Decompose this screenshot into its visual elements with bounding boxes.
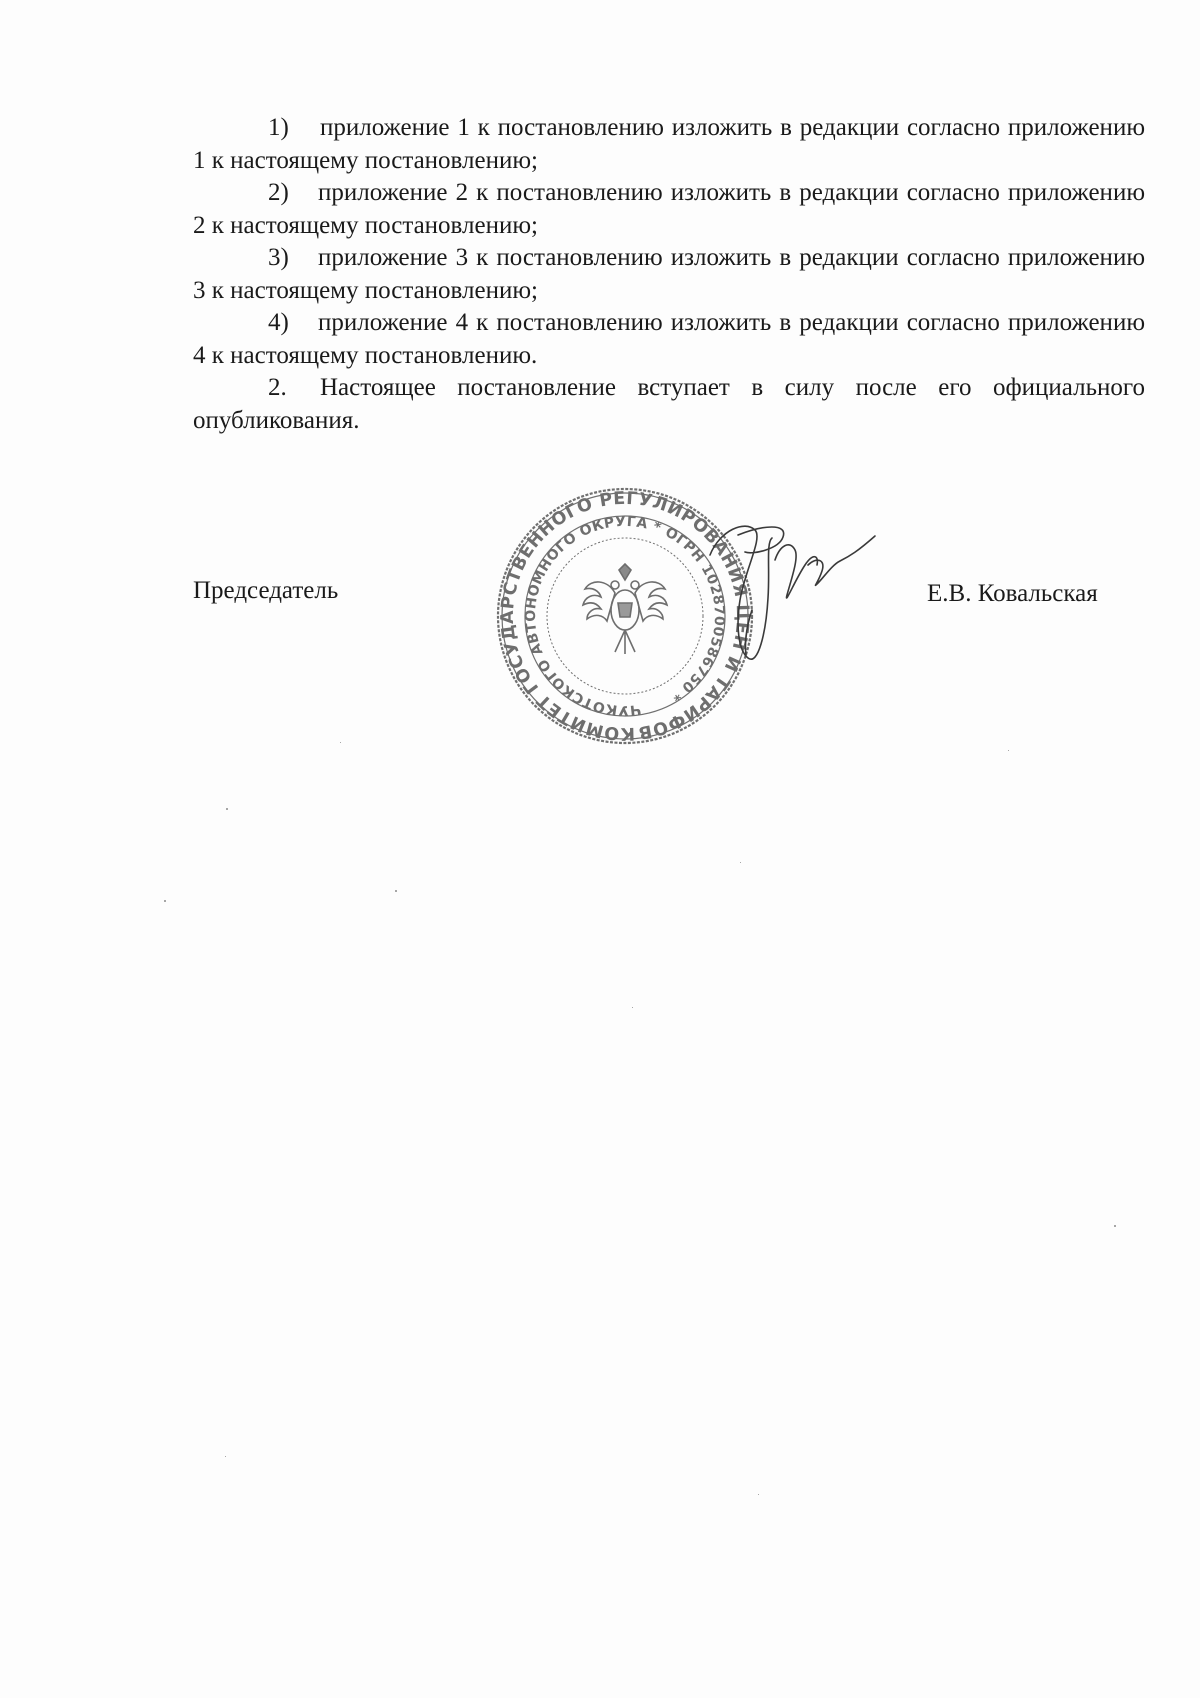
handwritten-signature	[690, 510, 900, 690]
item-number: 4)	[268, 309, 289, 336]
scan-speck	[164, 900, 166, 902]
scan-speck	[340, 742, 341, 743]
clause-text: Настоящее постановление вступает в силу после его официального опубликования.	[193, 374, 1145, 434]
scan-speck	[758, 1494, 759, 1495]
item-text: приложение 1 к постановлению изложить в редакции согласно приложению 1 к настоящему постановлению;	[193, 114, 1145, 174]
scan-speck	[225, 1456, 226, 1457]
scan-speck	[1008, 750, 1009, 751]
item-text: приложение 3 к постановлению изложить в редакции согласно приложению 3 к настоящему постановлению;	[193, 244, 1145, 304]
item-number: 1)	[268, 114, 289, 141]
item-text: приложение 4 к постановлению изложить в редакции согласно приложению 4 к настоящему постановлению.	[193, 309, 1145, 369]
seal-outer-text: КОМИТЕТ ГОСУДАРСТВЕННОГО РЕГУЛИРОВАНИЯ ЦЕН И ТАРИФОВ	[497, 488, 753, 744]
scan-speck	[395, 890, 397, 892]
scan-speck	[632, 1007, 633, 1008]
signer-name: Е.В. Ковальская	[927, 580, 1098, 607]
signer-role: Председатель	[193, 577, 339, 604]
clause-number: 2.	[268, 374, 287, 401]
coat-of-arms-icon	[583, 564, 667, 654]
signature-block	[0, 0, 1200, 800]
scan-speck	[1114, 1225, 1116, 1227]
item-text: приложение 2 к постановлению изложить в редакции согласно приложению 2 к настоящему постановлению;	[193, 179, 1145, 239]
scan-speck	[740, 862, 741, 863]
seal-inner-text: ЧУКОТСКОГО АВТОНОМНОГО ОКРУГА * ОГРН 1028700586750 *	[522, 513, 728, 719]
item-number: 2)	[268, 179, 289, 206]
item-number: 3)	[268, 244, 289, 271]
scan-speck	[226, 808, 228, 810]
